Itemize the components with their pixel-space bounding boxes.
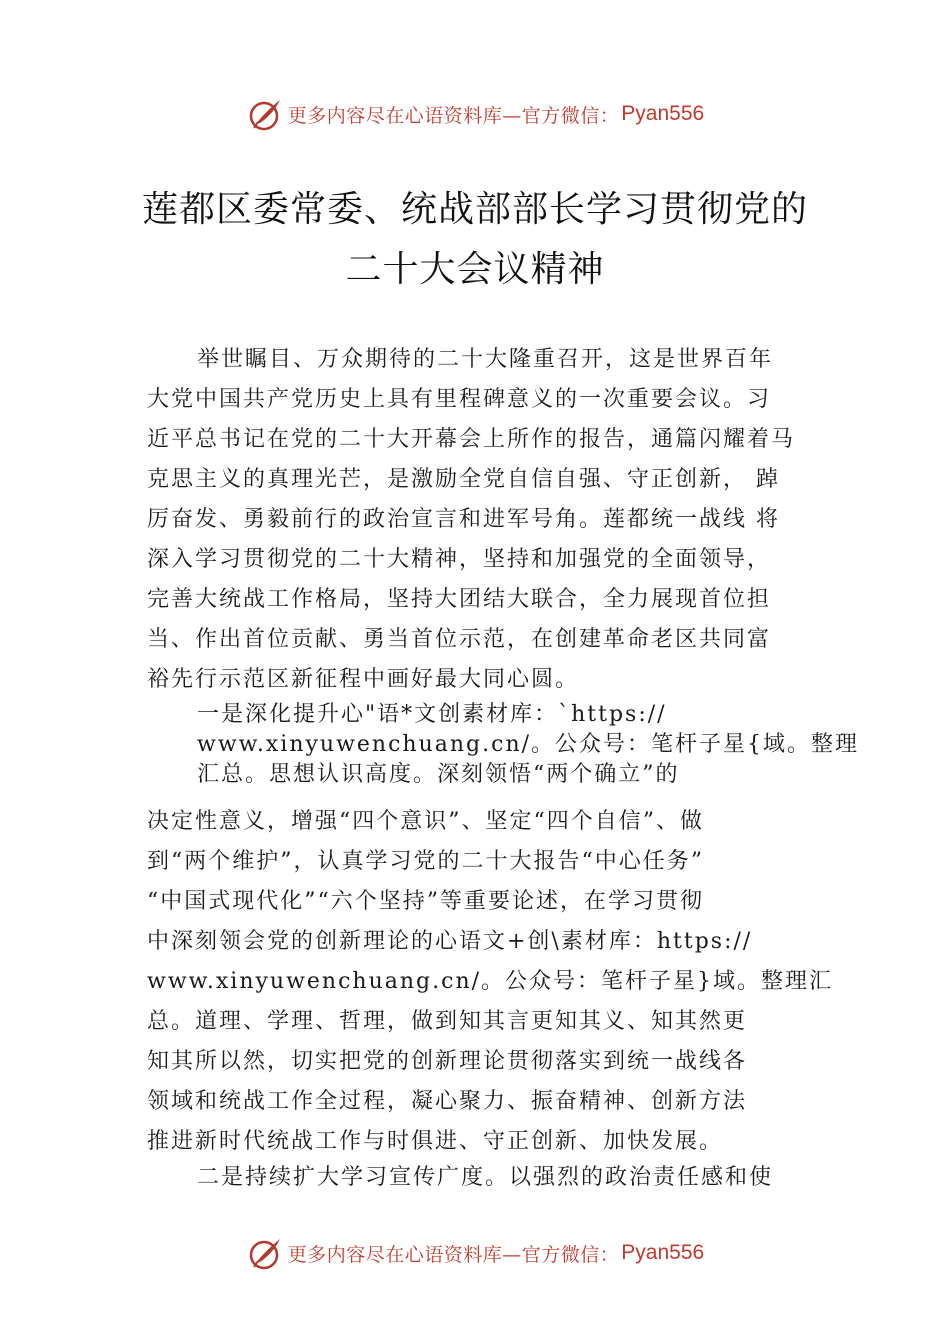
text-line: 决定性意义，增强“四个意识”、坚定“四个自信”、做 (147, 809, 704, 834)
text-line: 一是深化提升心"语*文创素材库：`https:// (197, 702, 667, 727)
text-line: 领域和统战工作全过程，凝心聚力、振奋精神、创新方法 (147, 1089, 748, 1114)
paragraph-1 (147, 340, 837, 700)
text-line: 总。道理、学理、哲理，做到知其言更知其义、知其然更 (147, 1009, 748, 1034)
header-watermark (0, 92, 950, 136)
quill-pen-icon (246, 94, 286, 134)
quill-pen-icon (246, 1233, 286, 1273)
text-line: 举世瞩目、万众期待的二十大隆重召开，这是世界百年 (197, 347, 774, 372)
paragraph-2-insert (147, 700, 860, 790)
text-line: 二是持续扩大学习宣传广度。以强烈的政治责任感和使 (197, 1165, 774, 1190)
text-line: 当、作出首位贡献、勇当首位示范，在创建革命老区共同富 (147, 627, 772, 652)
text-line: 汇总。思想认识高度。深刻领悟“两个确立”的 (197, 762, 680, 787)
document-title-line-2: 二十大会议精神 (345, 249, 605, 290)
paragraph-2-body (147, 802, 837, 1162)
text-line: 中深刻领会党的创新理论的心语文+创\素材库：https:// (147, 929, 753, 954)
wechat-id: Pyan556 (621, 1241, 705, 1264)
text-line: 大党中国共产党历史上具有里程碑意义的一次重要会议。习 (147, 387, 772, 412)
text-line: 知其所以然，切实把党的创新理论贯彻落实到统一战线各 (147, 1049, 748, 1074)
document-title-line-1: 莲都区委常委、统战部部长学习贯彻党的 (141, 189, 808, 230)
text-line: 克思主义的真理光芒，是激励全党自信自强、守正创新， 踔 (147, 467, 780, 492)
text-line: “中国式现代化”“六个坚持”等重要论述，在学习贯彻 (147, 889, 704, 914)
text-line: 厉奋发、勇毅前行的政治宣言和进军号角。莲都统一战线 将 (147, 507, 780, 532)
text-line: 裕先行示范区新征程中画好最大同心圆。 (147, 667, 580, 692)
text-line: www.xinyuwenchuang.cn/。公众号：笔杆子星{域。整理 (197, 732, 860, 757)
wechat-id: Pyan556 (621, 102, 705, 125)
text-line: 到“两个维护”，认真学习党的二十大报告“中心任务” (147, 849, 704, 874)
watermark-text: 更多内容尽在心语资料库—官方微信： (287, 1243, 620, 1266)
paragraph-3 (147, 1158, 837, 1198)
watermark-text: 更多内容尽在心语资料库—官方微信： (287, 104, 620, 127)
text-line: 推进新时代统战工作与时俱进、守正创新、加快发展。 (147, 1129, 724, 1154)
text-line: www.xinyuwenchuang.cn/。公众号：笔杆子星}域。整理汇 (147, 969, 834, 994)
text-line: 近平总书记在党的二十大开幕会上所作的报告，通篇闪耀着马 (147, 427, 796, 452)
text-line: 深入学习贯彻党的二十大精神，坚持和加强党的全面领导， (147, 547, 772, 572)
text-line: 完善大统战工作格局，坚持大团结大联合，全力展现首位担 (147, 587, 772, 612)
footer-watermark (0, 1231, 950, 1275)
